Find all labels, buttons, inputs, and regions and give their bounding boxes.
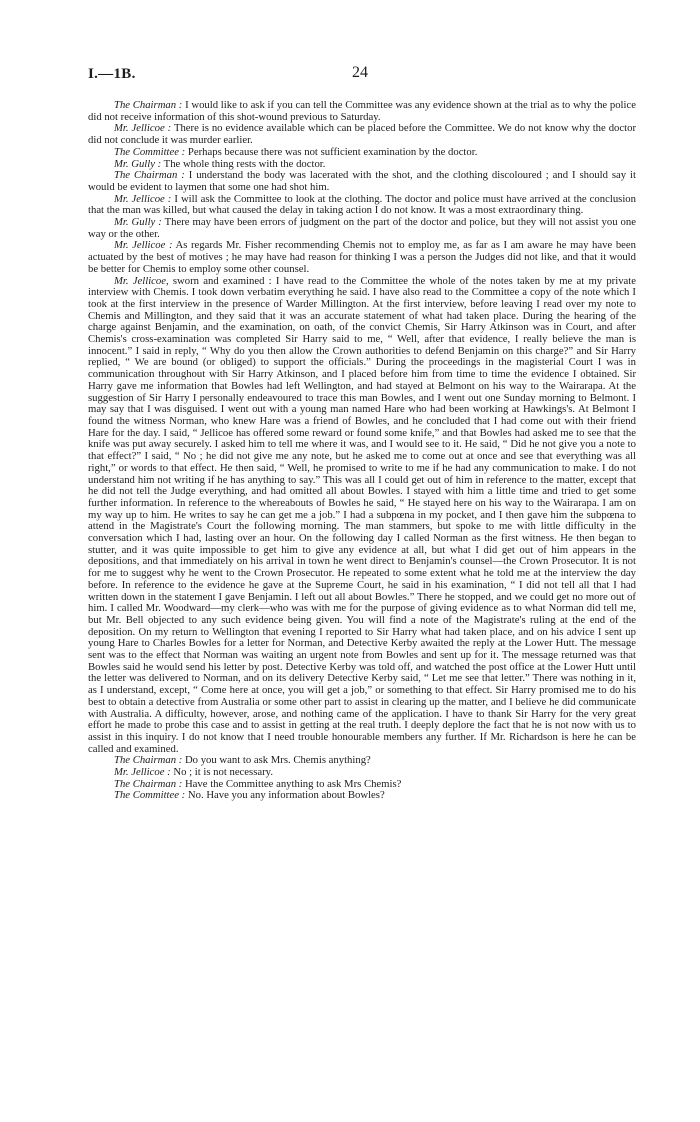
speaker-name: The Committee :: [114, 789, 186, 802]
paragraph: [88, 170, 636, 193]
paragraph-text: As regards Mr. Fisher recommending Chemis not to employ me, as far as I am aware he may have been actuated by the best of motives ; he may have had reason for thinking I was a person the Judges did not like, and that it would be better for Chemis to employ some other counsel.: [88, 239, 636, 275]
paragraph-text: The whole thing rests with the doctor.: [161, 157, 326, 170]
speaker-name: Mr. Jellicoe :: [114, 766, 171, 779]
speaker-name: The Chairman :: [114, 777, 183, 790]
page-number: 24: [352, 64, 368, 81]
paragraph-text: Have the Committee anything to ask Mrs Chemis?: [182, 777, 402, 790]
paragraph-text: I would like to ask if you can tell the Committee was any evidence shown at the trial as to why the police did not receive information of this shot-wound previous to Saturday.: [88, 99, 636, 123]
speaker-name: Mr. Jellicoe :: [114, 239, 173, 252]
paragraph-text: There is no evidence available which can be placed before the Committee. We do not know why the doctor did not conclude it was murder earlier.: [88, 122, 636, 147]
speaker-name: Mr. Gully :: [114, 157, 162, 170]
transcript-body: [88, 100, 636, 802]
speaker-name: Mr. Jellicoe,: [114, 274, 169, 287]
paragraph: [88, 240, 636, 275]
speaker-name: Mr. Jellicoe :: [114, 122, 172, 135]
paragraph-text: Do you want to ask Mrs. Chemis anything?: [182, 754, 371, 767]
paragraph-text: No ; it is not necessary.: [170, 766, 273, 779]
speaker-name: Mr. Jellicoe :: [114, 192, 172, 205]
speaker-name: The Chairman :: [114, 99, 183, 111]
paragraph: [88, 217, 636, 240]
paragraph-text: I understand the body was lacerated with the shot, and the clothing discoloured ; and I should say it would be evident to laymen that some one had shot him.: [88, 169, 636, 193]
paragraph-text: No. Have you any information about Bowles?: [185, 789, 385, 802]
speaker-name: The Chairman :: [114, 169, 185, 182]
paragraph: [88, 123, 636, 146]
speaker-name: The Chairman :: [114, 754, 183, 767]
paragraph: [88, 790, 636, 802]
paragraph: [88, 194, 636, 217]
section-reference: I.—1B.: [88, 66, 136, 82]
speaker-name: The Committee :: [114, 145, 186, 158]
paragraph-text: Perhaps because there was not sufficient examination by the doctor.: [185, 145, 478, 158]
paragraph: [88, 100, 636, 123]
paragraph-text: There may have been errors of judgment on the part of the doctor and police, but they will not assist you one way or the other.: [88, 216, 636, 240]
speaker-name: Mr. Gully :: [114, 216, 162, 229]
paragraph-text: I will ask the Committee to look at the clothing. The doctor and police must have arrived at the conclusion that the man was killed, but what caused the delay in taking action I do not know. It was a most extraordinary thing.: [88, 192, 636, 217]
paragraph: [88, 276, 636, 756]
paragraph-text: sworn and examined : I have read to the Committee the whole of the notes taken by me at my private interview with Chemis. I took down verbatim everything he said. I have also read to the Committee a copy of the note which I took at the first interview in the presence of Warder Millington. At the first interview, before leaving I read over my note to Chemis and Millington, and they said that it was an accurate statement of what had taken place. During the hearing of the charge against Benjamin, and the examination, on oath, of the convict Chemis, Sir Harry Atkinson was in Court, and after Chemis's cross-examination was completed Sir Harry said to me, “ Well, after that evidence, I really believe the man is innocent.” I said in reply, “ Why do you then allow the Crown authorities to defend Benjamin on this charge?” and Sir Harry replied, “ We are bound (or obliged) to support the officials.” During the proceedings in the magisterial Court I was in communication throughout with Sir Harry Atkinson, and I placed before him from time to time the evidence I obtained. Sir Harry gave me information that Bowles had left Wellington, and had stayed at Belmont on his way to the Wairarapa. At the suggestion of Sir Harry I personally endeavoured to trace this man Bowles, and I went out one Sunday morning to Belmont. I may say that I was disguised. I went out with a young man named Hare who had been working at Hawkings's. At Belmont I found the witness Norman, who knew Hare was a friend of Bowles, and he concluded that I had come out with their friend Hare for the day. I said, “ Jellicoe has offered some reward or found some knife,” and that Bowles had asked me to see that the knife was put away securely. I asked him to tell me where it was, and I would see to it. He said, “ Did he not give you a note to that effect?” I said, “ No ; he did not give me any note, but he asked me to come out at once and see that everything was all right,” or words to that effect. He then said, “ Well, he promised to write to me if he had any communication to make. I do not understand him not writing if he has anything to say.” This was all I could get out of him in reference to the matter, except that he did not tell the Judge everything, and had omitted all about Bowles. I stayed with him a little time and tried to get some further information. In reference to the whereabouts of Bowles he said, “ He stayed here on his way to the Wairarapa. I am on my way up to him. He writes to say he can get me a job.” I had a subpœna in my pocket, and I then gave him the subpœna to attend in the Magistrate's Court the following morning. The man stammers, but spoke to me with little difficulty in the conversation which I had, lasting over an hour. On the following day I called Norman as the first witness. He then began to stutter, and it was quite impossible to get him to give any evidence at all, but what I did get out of him appears in the depositions, and that immediately on his arrival in town he went direct to Benjamin's counsel—the Crown Prosecutor. It is not for me to suggest why he went to the Crown Prosecutor. He repeated to some extent what he told me at the interview the day before. In reference to the evidence he gave at the Supreme Court, he said in his examination, “ I did not tell all that I had written down in the statement I gave Benjamin. I left out all about Bowles.” There he stopped, and we could get no more out of him. I called Mr. Woodward—my clerk—who was with me for the purpose of giving evidence as to what Norman did tell me, but Mr. Bell objected to any such evidence being given. You will find a note of the Magistrate's ruling at the end of the deposition. On my return to Wellington that evening I reported to Sir Harry what had taken place, and on his advice I sent up young Hare to Charles Bowles for a letter for Norman, and Detective Kerby awaited the reply at the Lower Hutt. The message sent was to the effect that Norman was waiting an urgent note from Bowles and sent up for it. The message returned was that Bowles said he would send his letter by post. Detective Kerby was told off, and watched the post office at the Lower Hutt until the letter was delivered to Norman, and on its delivery Detective Kerby said, “ Let me see that letter.” There was nothing in it, as I understand, except, “ Come here at once, you will get a job,” or something to that effect. Sir Harry promised me to do his best to obtain a detective from Australia or some other part to assist in clearing up the matter, and I believe he did communicate with Australia. A difficulty, however, arose, and nothing came of the application. I have to thank Sir Harry for the very great effort he made to probe this case and to assist in getting at the real truth. I deeply deplore the fact that he is not now with us to assist in this inquiry. I do not know that I need trouble honourable members any further. If Mr. Richardson is here he can be called and examined.: [88, 274, 636, 755]
